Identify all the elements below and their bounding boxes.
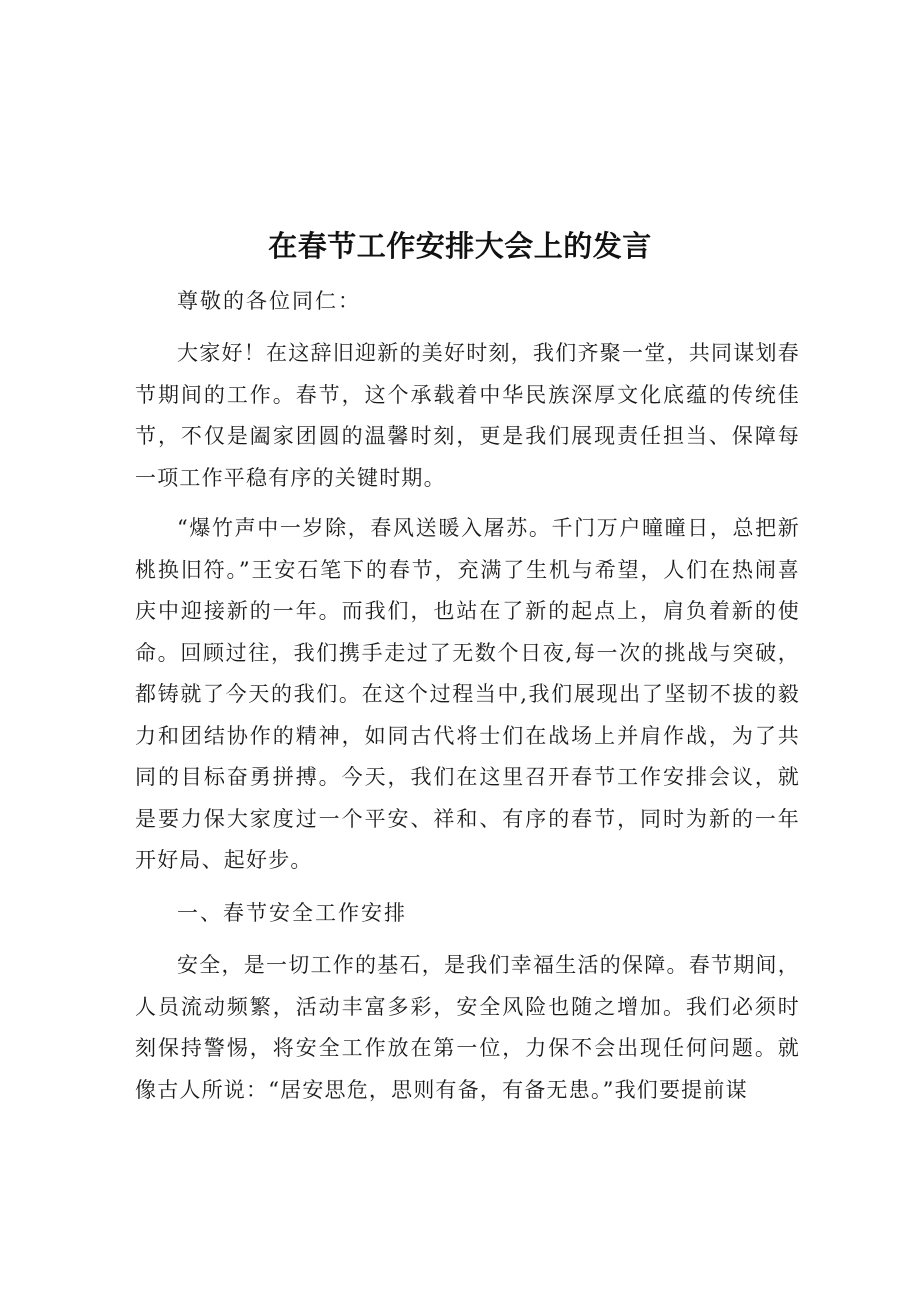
paragraph-poem-quote: “爆竹声中一岁除，春风送暖入屠苏。千门万户曈曈日，总把新桃换旧符。”王安石笔下的春节，充满了生机与希望，人们在热闹喜庆中迎接新的一年。而我们，也站在了新的起点上，肩负着新的使命。回顾过往，我们携手走过了无数个日夜,每一次的挑战与突破，都铸就了今天的我们。在这个过程当中,我们展现出了坚韧不拔的毅力和团结协作的精神，如同古代将士们在战场上并肩作战，为了共同的目标奋勇拼搏。今天，我们在这里召开春节工作安排会议，就是要力保大家度过一个平安、祥和、有序的春节，同时为新的一年开好局、起好步。 bbox=[135, 516, 800, 872]
paragraph-safety: 安全，是一切工作的基石，是我们幸福生活的保障。春节期间，人员流动频繁，活动丰富多彩，安全风险也随之增加。我们必须时刻保持警惕，将安全工作放在第一位，力保不会出现任何问题。就像古人所说：“居安思危，思则有备，有备无患。”我们要提前谋 bbox=[135, 953, 800, 1102]
salutation: 尊敬的各位同仁： bbox=[177, 289, 361, 313]
paragraph-opening: 大家好！在这辞旧迎新的美好时刻，我们齐聚一堂，共同谋划春节期间的工作。春节，这个承载着中华民族深厚文化底蕴的传统佳节，不仅是阖家团圆的温馨时刻，更是我们展现责任担当、保障每一项工作平稳有序的关键时期。 bbox=[135, 341, 800, 490]
document-title: 在春节工作安排大会上的发言 bbox=[268, 229, 652, 263]
section-heading: 一、春节安全工作安排 bbox=[177, 901, 407, 925]
